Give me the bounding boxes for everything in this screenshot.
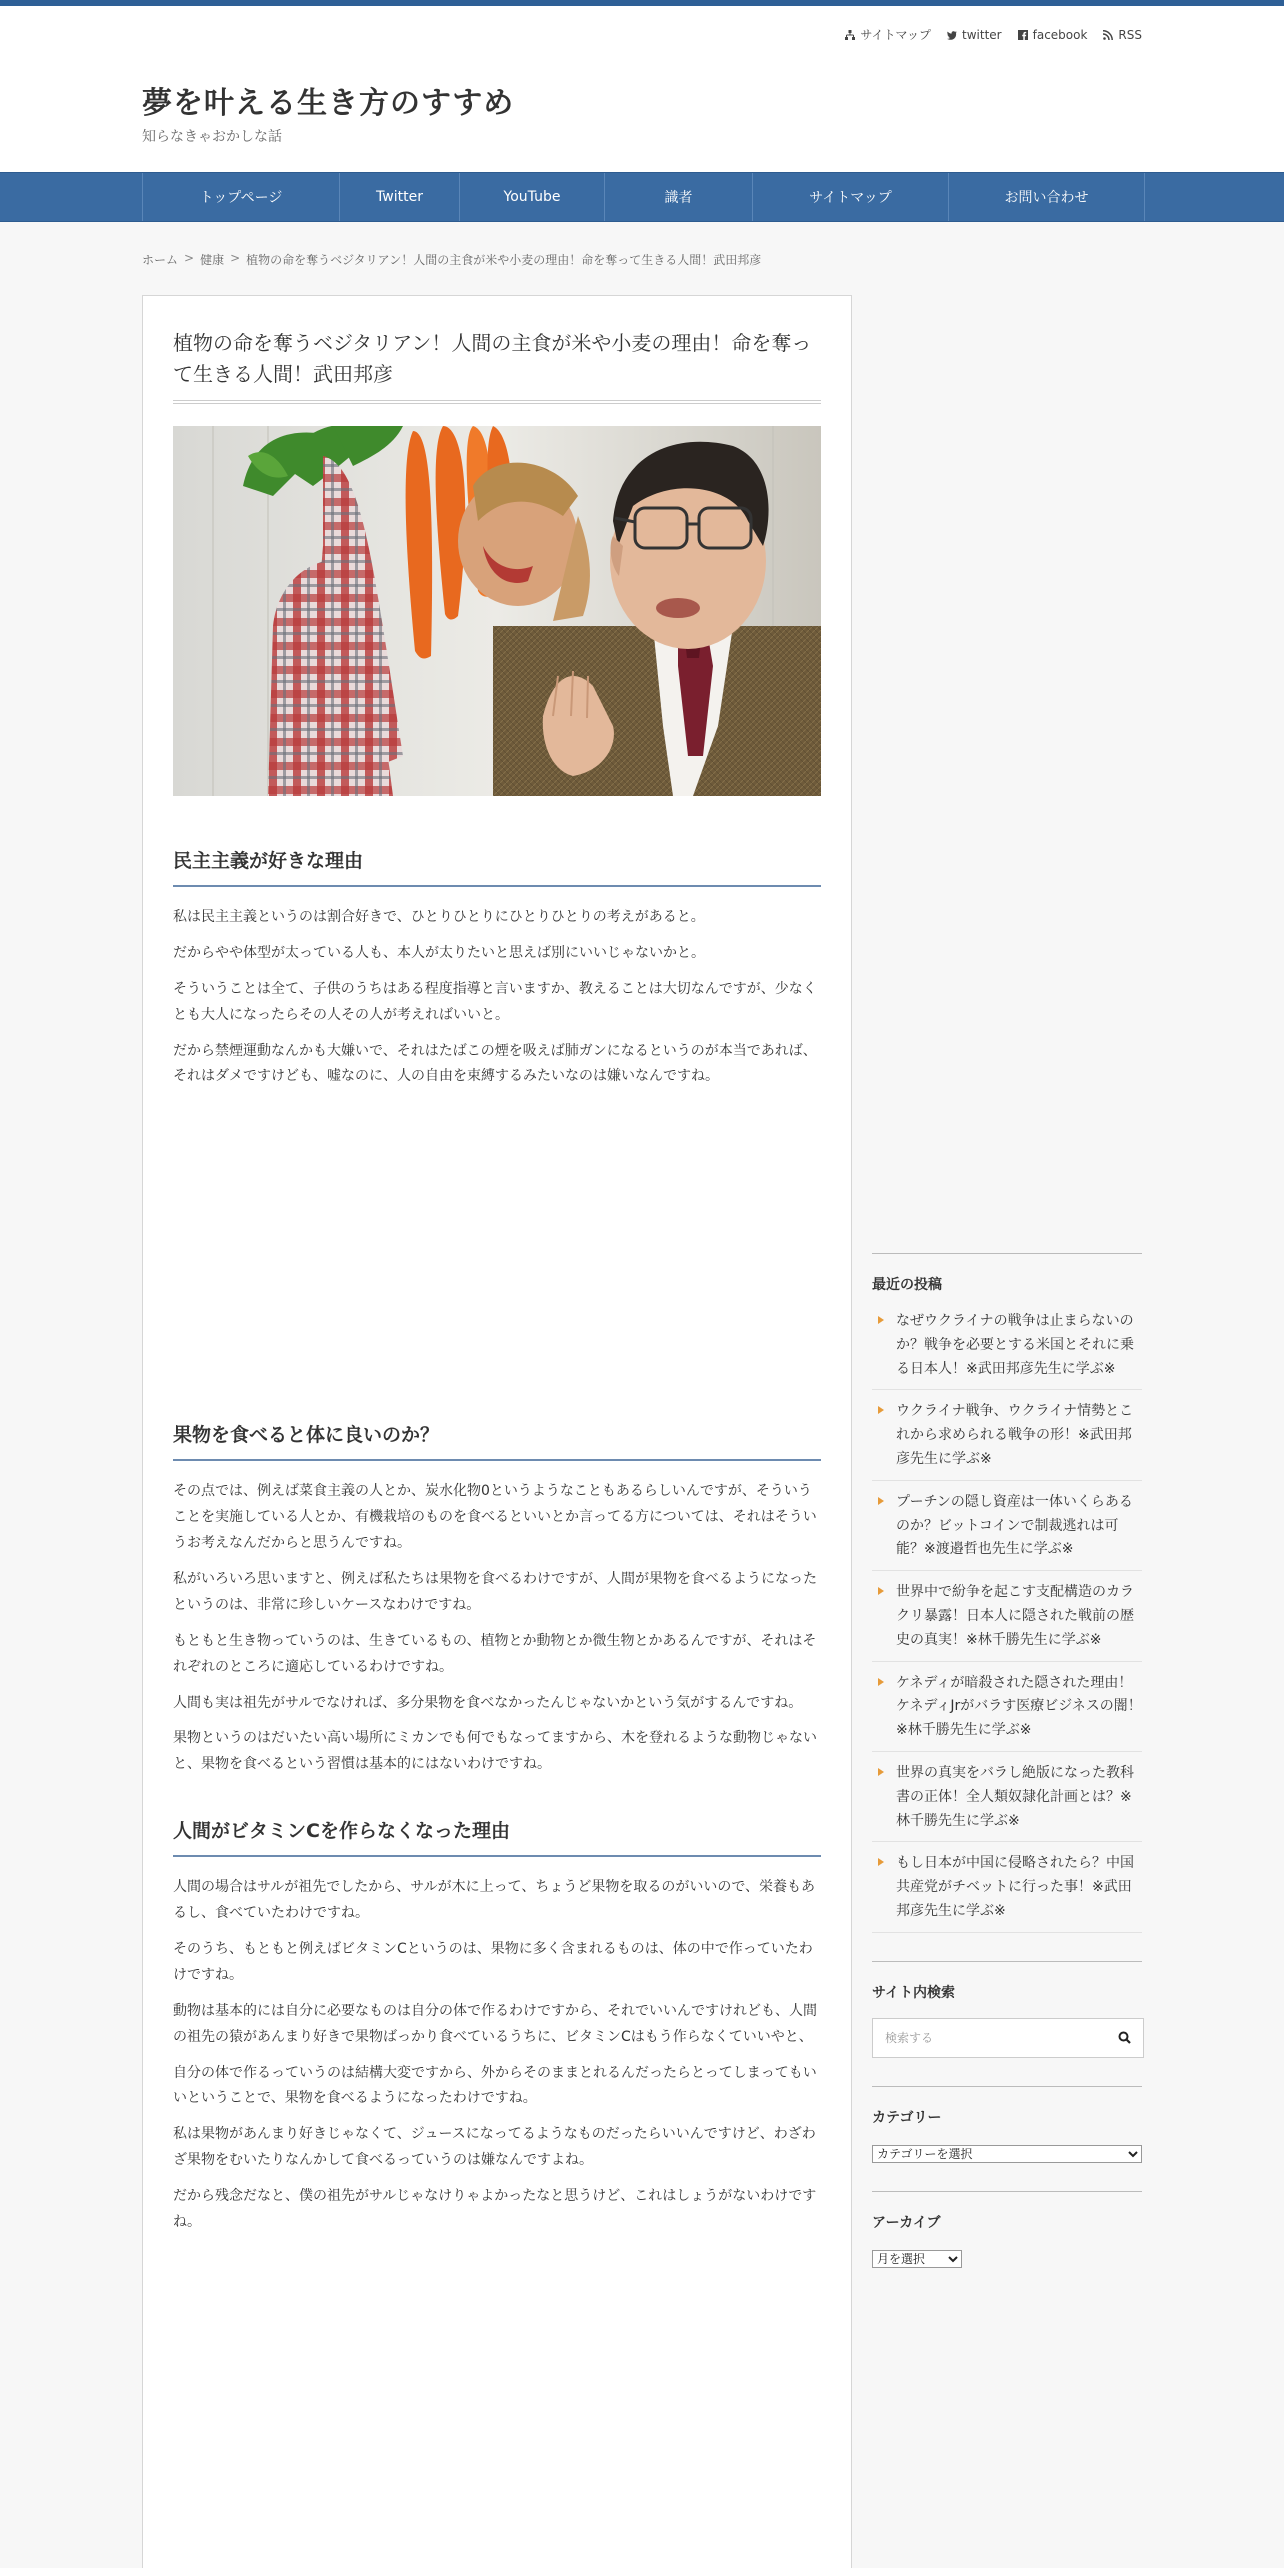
section-heading: 果物を食べると体に良いのか？ [173, 1420, 821, 1461]
breadcrumb-current: 植物の命を奪うベジタリアン！人間の主食が米や小麦の理由！命を奪って生きる人間！武田邦彦 [246, 253, 762, 267]
site-title[interactable]: 夢を叶える生き方のすすめ [142, 86, 515, 121]
recent-post-title: 世界中で紛争を起こす支配構造のカラクリ暴露！日本人に隠された戦前の歴史の真実！※林千勝先生に学ぶ※ [896, 1584, 1134, 1648]
paragraph: だから禁煙運動なんかも大嫌いで、それはたばこの煙を吸えば肺ガンになるというのが本当であれば、それはダメですけども、嘘なのに、人の自由を束縛するみたいなのは嫌いなんですね。 [173, 1042, 817, 1085]
section-heading: 人間がビタミンCを作らなくなった理由 [173, 1816, 821, 1857]
recent-post-link[interactable] [872, 1491, 1142, 1571]
article [142, 295, 852, 2568]
recent-post-title: ケネディが暗殺された隠された理由！ケネディJrがバラす医療ビジネスの闇！※林千勝先生に学ぶ※ [896, 1674, 1142, 1739]
paragraph: 自分の体で作るっていうのは結構大変ですから、外からそのままとれるんだったらとってしまってもいいということで、果物を食べるようになったわけですね。 [173, 2064, 817, 2107]
recent-post-title: もし日本が中国に侵略されたら？中国共産党がチベットに行った事！※武田邦彦先生に学ぶ※ [896, 1855, 1134, 1919]
widget-title: 最近の投稿 [872, 1277, 942, 1293]
recent-post-link[interactable] [872, 1852, 1142, 1932]
arrow-bullet-icon [878, 1768, 884, 1776]
rss-icon [1103, 30, 1113, 40]
arrow-bullet-icon [878, 1678, 884, 1686]
sidebar [872, 295, 1142, 2296]
header-links [845, 26, 1142, 43]
paragraph: 私は果物があんまり好きじゃなくて、ジュースになってるようなものだったらいいんですけど、わざわざ果物をむいたりなんかして食べるっていうのは嫌なんですよね。 [173, 2126, 816, 2169]
nav-item-contact[interactable]: お問い合わせ [949, 173, 1145, 221]
paragraph: 私は民主主義というのは割合好きで、ひとりひとりにひとりひとりの考えがあると。 [173, 909, 705, 925]
recent-post-link[interactable] [872, 1672, 1142, 1752]
breadcrumb-home[interactable]: ホーム [142, 253, 179, 267]
paragraph: 果物というのはだいたい高い場所にミカンでも何でもなってますから、木を登れるような動物じゃないと、果物を食べるという習慣は基本的にはないわけですね。 [173, 1730, 817, 1773]
recent-post-title: なぜウクライナの戦争は止まらないのか？戦争を必要とする米国とそれに乗る日本人！※武田邦彦先生に学ぶ※ [896, 1313, 1134, 1377]
recent-post-link[interactable] [872, 1400, 1142, 1480]
hero-illustration [173, 426, 821, 796]
nav-item-experts[interactable]: 識者 [605, 173, 753, 221]
header-link-twitter[interactable] [947, 26, 1002, 43]
article-hero-image [173, 426, 821, 796]
paragraph: 人間の場合はサルが祖先でしたから、サルが木に上って、ちょうど果物を取るのがいいので、栄養もあるし、食べていたわけですね。 [173, 1879, 816, 1922]
header-link-label: facebook [1032, 27, 1088, 42]
header-link-facebook[interactable] [1018, 26, 1088, 43]
arrow-bullet-icon [878, 1316, 884, 1324]
nav-item-top[interactable]: トップページ [143, 173, 340, 221]
header-link-label: サイトマップ [860, 28, 932, 42]
header-link-label: twitter [962, 27, 1002, 42]
breadcrumb-separator: > [230, 251, 241, 265]
arrow-bullet-icon [878, 1406, 884, 1414]
arrow-bullet-icon [878, 1497, 884, 1505]
search-placeholder: 検索する [885, 2031, 934, 2046]
paragraph: 私がいろいろ思いますと、例えば私たちは果物を食べるわけですが、人間が果物を食べるようになったというのは、非常に珍しいケースなわけですね。 [173, 1571, 817, 1613]
paragraph: だから残念だなと、僕の祖先がサルじゃなけりゃよかったなと思うけど、これはしょうがないわけですね。 [173, 2188, 817, 2231]
nav-item-sitemap[interactable]: サイトマップ [753, 173, 949, 221]
breadcrumb-category[interactable]: 健康 [200, 253, 225, 267]
paragraph: そういうことは全て、子供のうちはある程度指導と言いますか、教えることは大切なんですが、少なくとも大人になったらその人その人が考えればいいと。 [173, 980, 817, 1023]
paragraph: その点では、例えば菜食主義の人とか、炭水化物0というようなこともあるらしいんですが、そういうことを実施している人とか、有機栽培のものを食べるといいとか言ってる方については、それはそういうお考えなんだからと思うんですね。 [173, 1483, 817, 1552]
widget-title: カテゴリー [872, 2109, 942, 2126]
recent-posts-widget [872, 1253, 1142, 1933]
recent-post-title: 世界の真実をバラし絶版になった教科書の正体！全人類奴隷化計画とは？※林千勝先生に学ぶ※ [896, 1764, 1134, 1829]
widget-title: アーカイブ [872, 2214, 941, 2231]
facebook-icon [1018, 30, 1028, 40]
search-widget [872, 1961, 1142, 2058]
archive-select[interactable] [872, 2250, 962, 2268]
header-link-rss[interactable] [1103, 26, 1142, 43]
header-link-sitemap[interactable] [845, 26, 931, 43]
paragraph: 人間も実は祖先がサルでなければ、多分果物を食べなかったんじゃないかという気がするんですね。 [173, 1694, 803, 1711]
categories-widget [872, 2086, 1142, 2163]
arrow-bullet-icon [878, 1858, 884, 1866]
search-input[interactable] [872, 2018, 1144, 2058]
recent-post-title: ウクライナ戦争、ウクライナ情勢とこれから求められる戦争の形！※武田邦彦先生に学ぶ※ [896, 1403, 1134, 1467]
category-select[interactable] [872, 2145, 1142, 2163]
search-icon[interactable] [1118, 2031, 1131, 2044]
recent-post-link[interactable] [872, 1310, 1142, 1390]
archives-widget [872, 2191, 1142, 2268]
recent-post-link[interactable] [872, 1581, 1142, 1661]
breadcrumb-separator: > [184, 251, 195, 265]
section-heading: 民主主義が好きな理由 [173, 846, 821, 887]
paragraph: 動物は基本的には自分に必要なものは自分の体で作るわけですから、それでいいんですけれども、人間の祖先の猿があんまり好きで果物ばっかり食べているうちに、ビタミンCはもう作らなくていいやと、 [173, 2002, 817, 2045]
recent-post-link[interactable] [872, 1762, 1142, 1842]
paragraph: もともと生き物っていうのは、生きているもの、植物とか動物とか微生物とかあるんですが、それはそれぞれのところに適応しているわけですね。 [173, 1632, 817, 1675]
recent-post-title: プーチンの隠し資産は一体いくらあるのか？ビットコインで制裁逃れは可能？※渡邉哲也先生に学ぶ※ [896, 1493, 1133, 1558]
nav-item-twitter[interactable]: Twitter [340, 173, 460, 221]
header-link-label: RSS [1118, 27, 1142, 42]
twitter-icon [947, 30, 957, 40]
sidebar-ad-space [872, 295, 1142, 1253]
ad-space [173, 1100, 821, 1420]
nav-item-youtube[interactable]: YouTube [460, 173, 605, 221]
article-title: 植物の命を奪うベジタリアン！人間の主食が米や小麦の理由！命を奪って生きる人間！武田邦彦 [173, 328, 821, 404]
paragraph: だからやや体型が太っている人も、本人が太りたいと思えば別にいいじゃないかと。 [173, 944, 705, 961]
paragraph: そのうち、もともと例えばビタミンCというのは、果物に多く含まれるものは、体の中で作っていたわけですね。 [173, 1941, 813, 1983]
breadcrumb [142, 251, 761, 268]
site-description: 知らなきゃおかしな話 [142, 129, 282, 145]
widget-title: サイト内検索 [872, 1984, 956, 2001]
sitemap-icon [845, 30, 855, 40]
main-nav [0, 172, 1284, 222]
arrow-bullet-icon [878, 1587, 884, 1595]
site-header [0, 6, 1284, 172]
